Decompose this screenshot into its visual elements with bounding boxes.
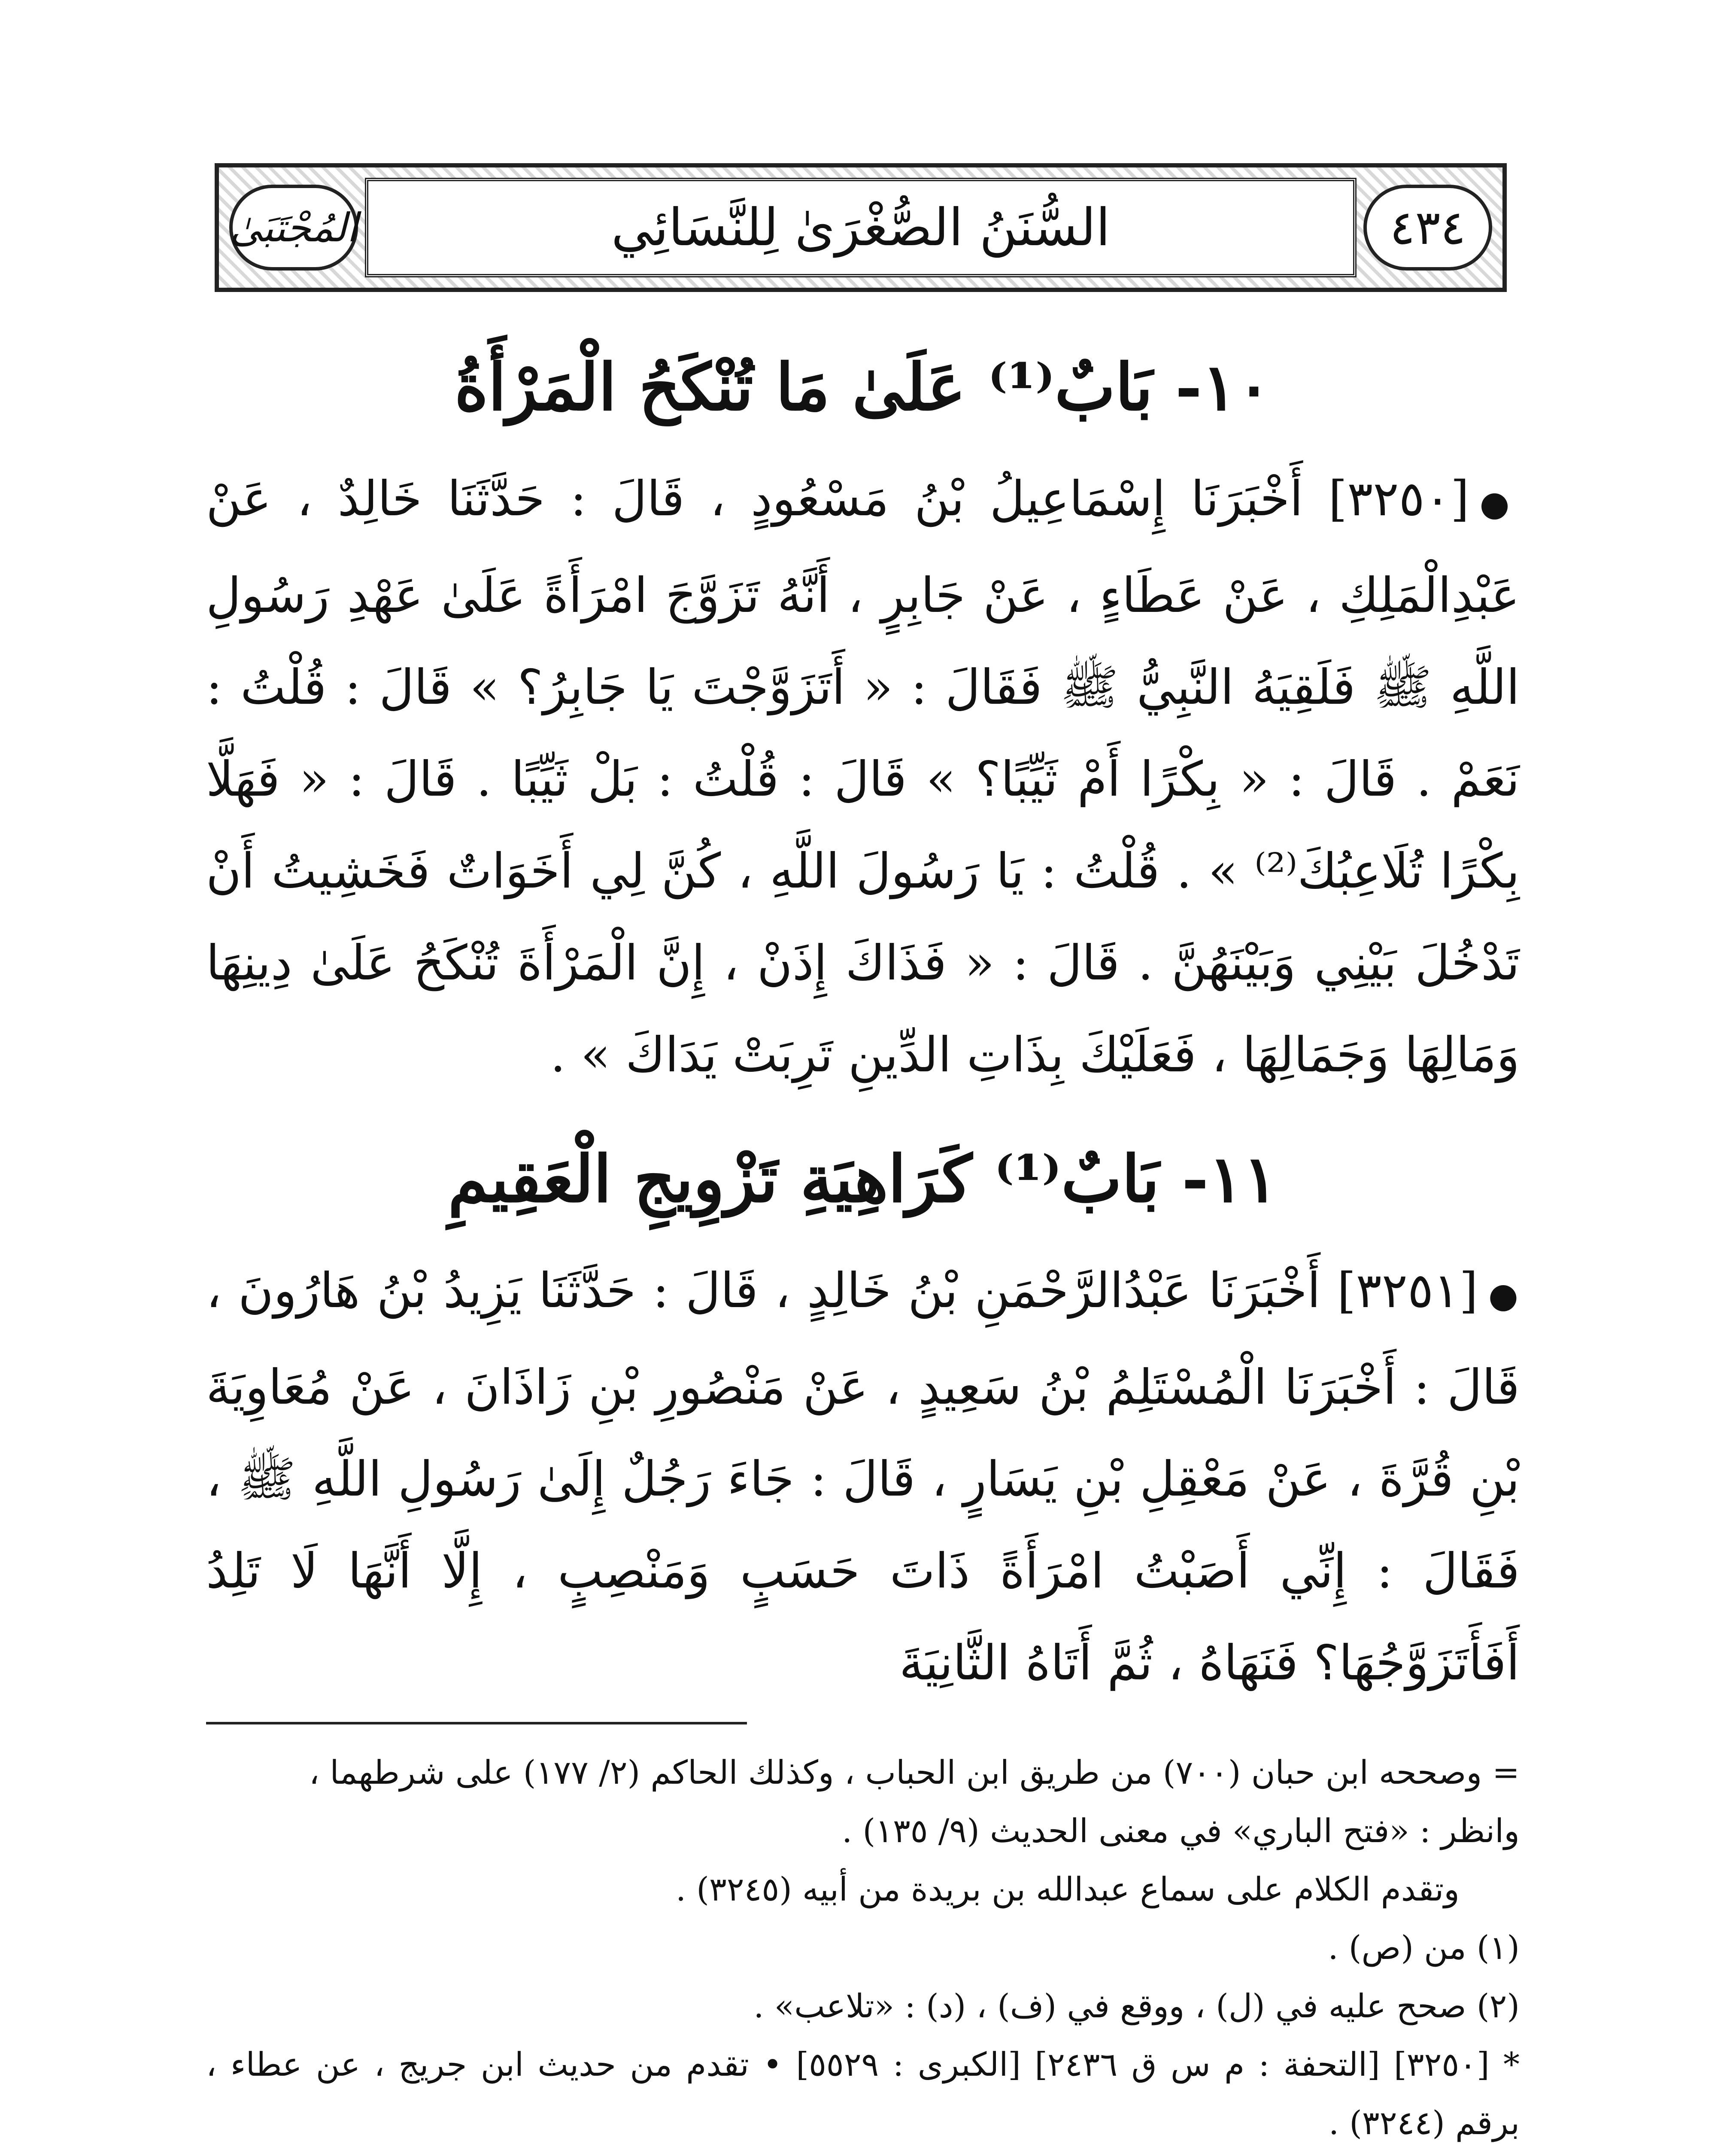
running-title: السُّنَنُ الصُّغْرَىٰ لِلنَّسَائِي <box>611 198 1111 258</box>
chapter-heading-11: ١١- بَابٌ⁽¹⁾ كَرَاهِيَةِ تَزْوِيجِ الْعَقِيمِ <box>448 1141 1278 1217</box>
page-number: ٤٣٤ <box>1390 200 1466 255</box>
hadith-3250 <box>206 453 1520 1101</box>
bullet-icon: ● <box>1488 1275 1520 1315</box>
footnote-separator <box>206 1722 747 1724</box>
footnote-2: (٢) صحح عليه في (ل) ، ووقع في (ف) ، (د) : «تلاعب» . <box>753 1987 1520 2025</box>
running-title-frame <box>365 178 1357 277</box>
page-number-cartouche <box>1363 185 1492 271</box>
footnote-continuation: وانظر : «فتح الباري» في معنى الحديث (٩/ ١٣٥) . <box>842 1812 1520 1850</box>
bullet-icon: ● <box>1479 484 1520 523</box>
footnotes <box>206 1743 1520 2147</box>
footnote-continuation: = وصححه ابن حبان (٧٠٠) من طريق ابن الحباب ، وكذلك الحاكم (٢/ ١٧٧) على شرطهما ، <box>309 1753 1520 1791</box>
hadith-3250-text: [٣٢٥٠] أَخْبَرَنَا إِسْمَاعِيلُ بْنُ مَسْعُودٍ ، قَالَ : حَدَّثَنَا خَالِدٌ ، عَنْ عَبْدِالْمَلِكِ ، عَنْ عَطَاءٍ ، عَنْ جَابِرٍ ، أَنَّهُ تَزَوَّجَ امْرَأَةً عَلَىٰ عَهْدِ رَسُولِ اللَّهِ ﷺ فَلَقِيَهُ النَّبِيُّ ﷺ فَقَالَ : « أَتَزَوَّجْتَ يَا جَابِرُ؟ » قَالَ : قُلْتُ : نَعَمْ . قَالَ : « بِكْرًا أَمْ ثَيِّبًا؟ » قَالَ : قُلْتُ : بَلْ ثَيِّبًا . قَالَ : « فَهَلَّا بِكْرًا تُلَاعِبُكَ⁽²⁾ » . قُلْتُ : يَا رَسُولَ اللَّهِ ، كُنَّ لِي أَخَوَاتٌ فَخَشِيتُ أَنْ تَدْخُلَ بَيْنِي وَبَيْنَهُنَّ . قَالَ : « فَذَاكَ إِذَنْ ، إِنَّ الْمَرْأَةَ تُنْكَحُ عَلَىٰ دِينِهَا وَمَالِهَا وَجَمَالِهَا ، فَعَلَيْكَ بِذَاتِ الدِّينِ تَرِبَتْ يَدَاكَ » . <box>206 471 1520 1083</box>
main-text <box>206 339 1520 1739</box>
chapter-heading-10: ١٠- بَابٌ⁽¹⁾ عَلَىٰ مَا تُنْكَحُ الْمَرْأَةُ <box>454 350 1272 425</box>
footnote-continuation: وتقدم الكلام على سماع عبدالله بن بريدة من أبيه (٣٢٤٥) . <box>675 1870 1460 1908</box>
footnote-1: (١) من (ص) . <box>1328 1928 1520 1967</box>
hadith-3251-text: [٣٢٥١] أَخْبَرَنَا عَبْدُالرَّحْمَنِ بْنُ خَالِدٍ ، قَالَ : حَدَّثَنَا يَزِيدُ بْنُ هَارُونَ ، قَالَ : أَخْبَرَنَا الْمُسْتَلِمُ بْنُ سَعِيدٍ ، عَنْ مَنْصُورِ بْنِ زَاذَانَ ، عَنْ مُعَاوِيَةَ بْنِ قُرَّةَ ، عَنْ مَعْقِلِ بْنِ يَسَارٍ ، قَالَ : جَاءَ رَجُلٌ إِلَىٰ رَسُولِ اللَّهِ ﷺ ، فَقَالَ : إِنِّي أَصَبْتُ امْرَأَةً ذَاتَ حَسَبٍ وَمَنْصِبٍ ، إِلَّا أَنَّهَا لَا تَلِدُ أَفَأَتَزَوَّجُهَا؟ فَنَهَاهُ ، ثُمَّ أَتَاهُ الثَّانِيَةَ <box>206 1263 1520 1691</box>
page-header <box>215 163 1507 292</box>
book-ornament-label: المُجْتَبَىٰ <box>229 204 358 251</box>
ornament-cartouche <box>229 185 358 271</box>
takhrij-note: * [٣٢٥٠] [التحفة : م س ق ٢٤٣٦] [الكبرى : ٥٥٢٩] • تقدم من حديث ابن جريج ، عن عطاء ، برقم (٣٢٤٤) . <box>206 2045 1520 2142</box>
hadith-3251 <box>206 1245 1520 1709</box>
